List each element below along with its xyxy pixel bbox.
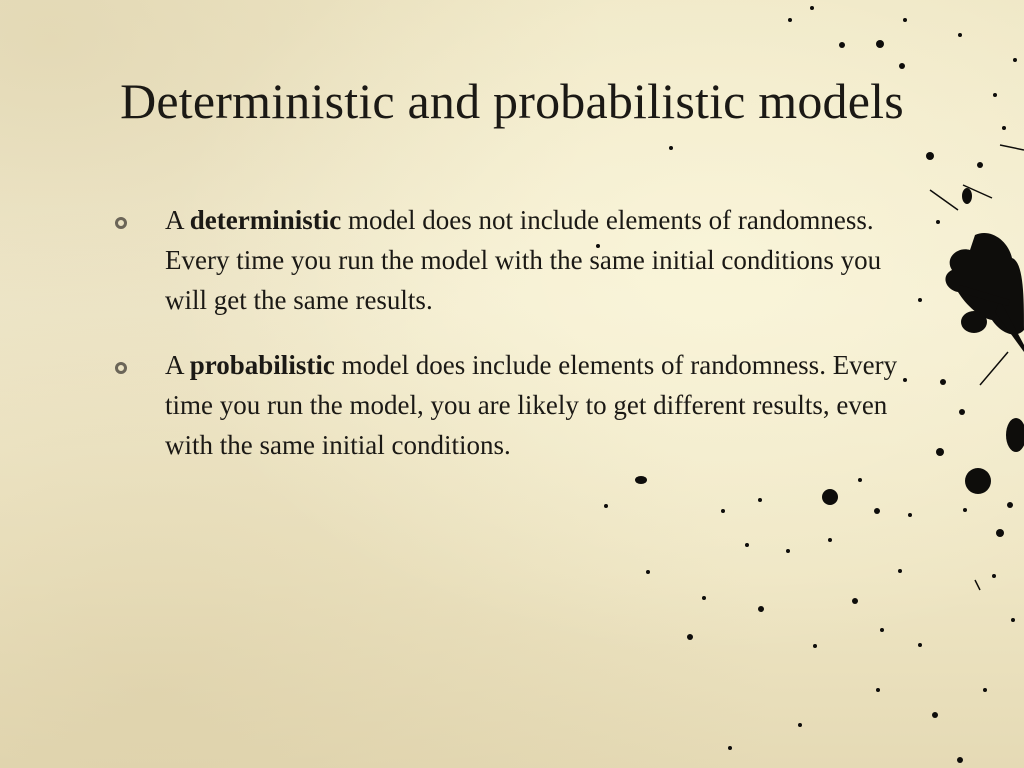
hollow-circle-icon (115, 362, 127, 374)
bullet-term: probabilistic (189, 350, 335, 380)
bullet-text (165, 350, 897, 460)
bullet-term: deterministic (189, 205, 342, 235)
bullet-body: model does not include elements of randomness. Every time you run the model with the same initial conditions you will get the same results. (165, 205, 882, 315)
bullet-body: model does include elements of randomness. Every time you run the model, you are likely to get different results, even with the same initial conditions. (165, 350, 898, 460)
bullet-list (113, 200, 913, 490)
hollow-circle-icon (115, 217, 127, 229)
bullet-prefix: A (165, 350, 190, 380)
bullet-item-deterministic (113, 200, 913, 320)
bullet-item-probabilistic (113, 345, 913, 465)
slide-title: Deterministic and probabilistic models (120, 73, 904, 129)
bullet-text (165, 205, 881, 315)
bullet-prefix: A (165, 205, 190, 235)
